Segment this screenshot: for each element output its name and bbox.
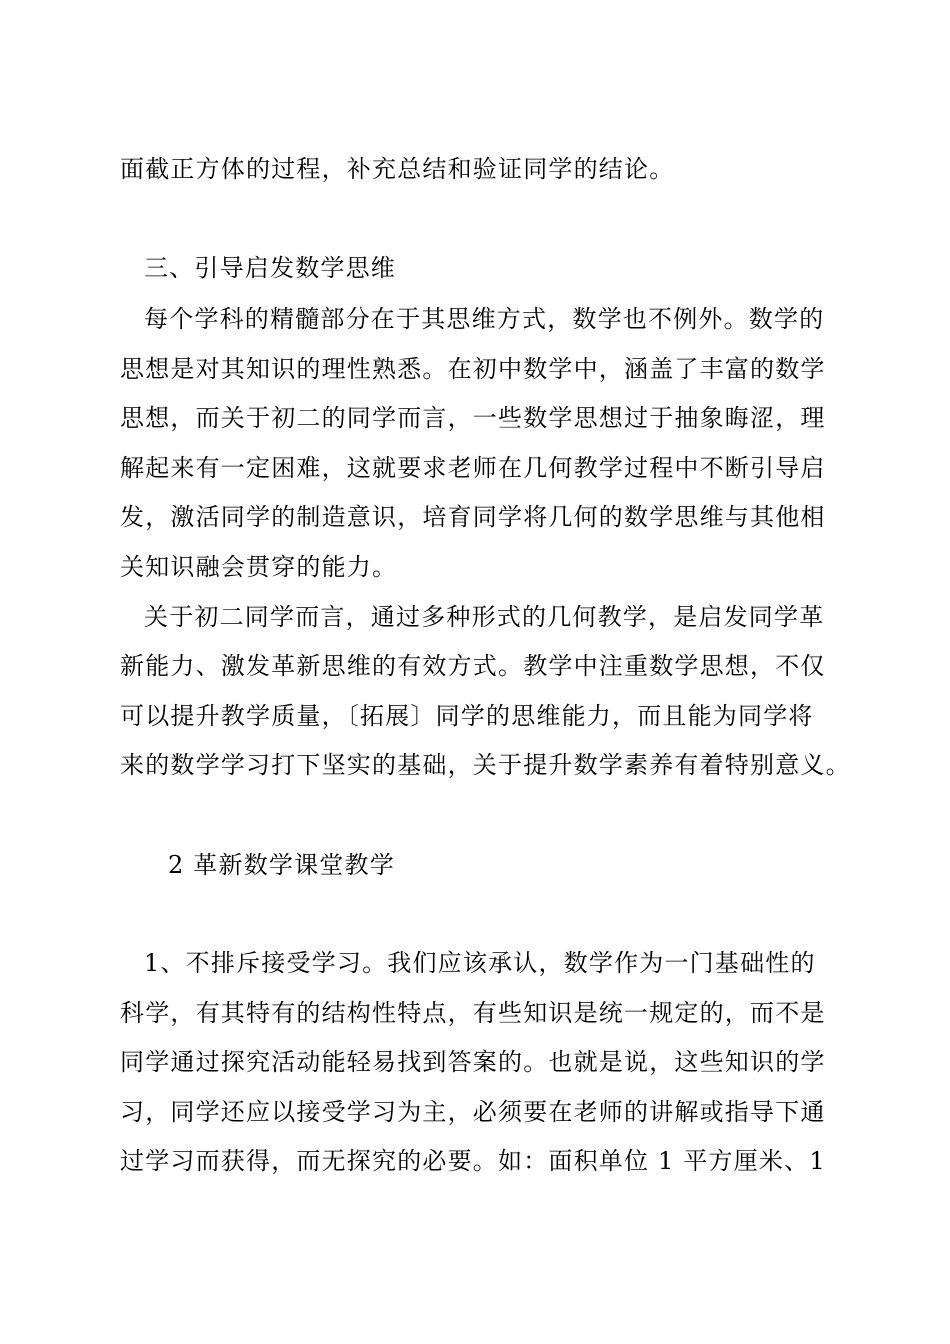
section-heading-2: 2 革新数学课堂教学 [168,851,395,879]
section-heading-3: 三、引导启发数学思维 [144,254,396,282]
paragraph-line: 来的数学学习打下坚实的基础，关于提升数学素养有着特别意义。 [120,751,851,779]
paragraph-line: 同学通过探究活动能轻易找到答案的。也就是说，这些知识的学 [120,1048,826,1076]
paragraph-line: 科学，有其特有的结构性特点，有些知识是统一规定的，而不是 [120,999,826,1027]
paragraph-line: 每个学科的精髓部分在于其思维方式，数学也不例外。数学的 [144,305,825,333]
paragraph-line: 解起来有一定困难，这就要求老师在几何教学过程中不断引导启 [120,454,826,482]
paragraph-line: 关于初二同学而言，通过多种形式的几何教学，是启发同学革 [144,603,825,631]
paragraph-line: 过学习而获得，而无探究的必要。如：面积单位 1 平方厘米、1 [120,1147,826,1175]
paragraph-line: 1、不排斥接受学习。我们应该承认，数学作为一门基础性的 [144,949,816,977]
paragraph-line: 可以提升教学质量，〔拓展〕同学的思维能力，而且能为同学将 [120,702,814,730]
paragraph-line: 思想，而关于初二的同学而言，一些数学思想过于抽象晦涩，理 [120,404,826,432]
paragraph-line: 关知识融会贯穿的能力。 [120,553,398,581]
intro-line: 面截正方体的过程，补充总结和验证同学的结论。 [120,155,675,183]
paragraph-line: 习，同学还应以接受学习为主，必须要在老师的讲解或指导下通 [120,1098,826,1126]
paragraph-line: 发，激活同学的制造意识，培育同学将几何的数学思维与其他相 [120,503,826,531]
paragraph-line: 新能力、激发革新思维的有效方式。教学中注重数学思想，不仅 [120,652,826,680]
paragraph-line: 思想是对其知识的理性熟悉。在初中数学中，涵盖了丰富的数学 [120,355,826,383]
